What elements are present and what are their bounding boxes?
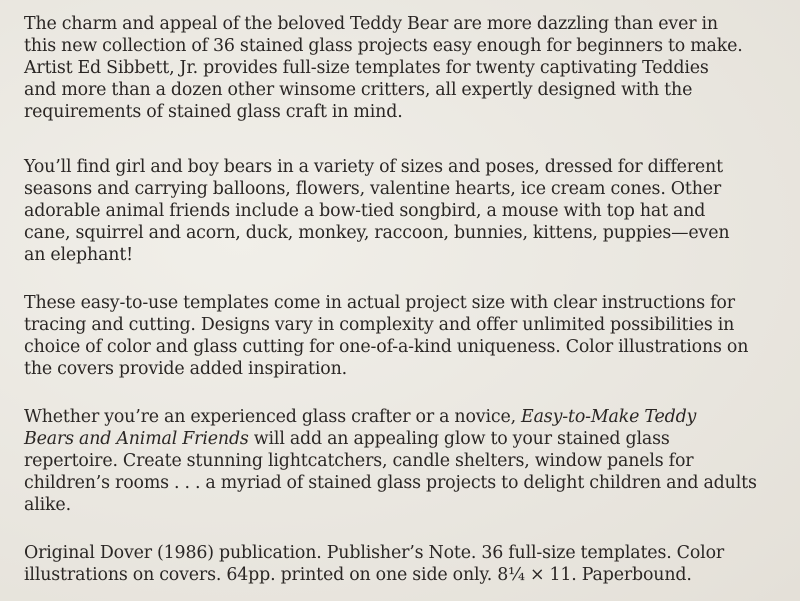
text-segment: will add an appealing glow to your stained glass (248, 429, 670, 449)
text-line: The charm and appeal of the beloved Teddy Bear are more dazzling than ever in (24, 14, 718, 34)
paragraph-publication-info (24, 542, 724, 586)
text-line: the covers provide added inspiration. (24, 359, 348, 379)
text-line: These easy-to-use templates come in actual project size with clear instructions for (24, 293, 735, 313)
text-line: You’ll find girl and boy bears in a variety of sizes and poses, dressed for different (24, 157, 723, 177)
text-line: this new collection of 36 stained glass projects easy enough for beginners to make. (24, 36, 743, 56)
text-line: requirements of stained glass craft in mind. (24, 102, 403, 122)
text-line: an elephant! (24, 245, 134, 265)
text-line: children’s rooms . . . a myriad of stained glass projects to delight children and adults (24, 473, 757, 493)
text-line: illustrations on covers. 64pp. printed on one side only. 8¼ × 11. Paperbound. (24, 565, 692, 585)
text-line: tracing and cutting. Designs vary in complexity and offer unlimited possibilities in (24, 315, 735, 335)
paragraph-intro (24, 13, 743, 123)
book-title-italic: Easy-to-Make Teddy (521, 407, 697, 427)
text-line: Artist Ed Sibbett, Jr. provides full-size templates for twenty captivating Teddies (24, 58, 709, 78)
text-line: alike. (24, 495, 71, 515)
text-line: cane, squirrel and acorn, duck, monkey, raccoon, bunnies, kittens, puppies—even (24, 223, 730, 243)
text-line: seasons and carrying balloons, flowers, valentine hearts, ice cream cones. Other (24, 179, 722, 199)
text-line (24, 428, 757, 450)
paragraph-contents (24, 156, 729, 266)
text-line: choice of color and glass cutting for one-of-a-kind uniqueness. Color illustrations on (24, 337, 749, 357)
paragraph-audience (24, 406, 757, 516)
text-line: repertoire. Create stunning lightcatchers, candle shelters, window panels for (24, 451, 694, 471)
text-line: Original Dover (1986) publication. Publisher’s Note. 36 full-size templates. Color (24, 543, 725, 563)
text-line (24, 406, 757, 428)
text-line: adorable animal friends include a bow-tied songbird, a mouse with top hat and (24, 201, 706, 221)
paragraph-templates (24, 292, 748, 380)
text-line: and more than a dozen other winsome critters, all expertly designed with the (24, 80, 693, 100)
book-title-italic: Bears and Animal Friends (24, 429, 249, 449)
text-segment: Whether you’re an experienced glass crafter or a novice, (24, 407, 522, 427)
